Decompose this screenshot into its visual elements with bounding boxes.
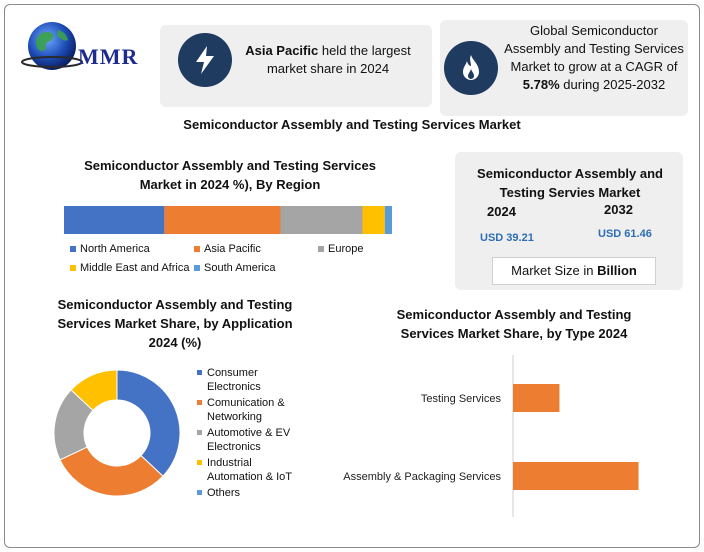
region-chart-title: Semiconductor Assembly and Testing Services Market in 2024 %), By Region (84, 158, 376, 192)
application-legend-item (197, 366, 302, 394)
market-size-unit-pre: Market Size in (511, 263, 598, 278)
stat-region-text (238, 42, 418, 78)
legend-swatch (194, 265, 200, 271)
legend-label: Industrial Automation & IoT (207, 457, 292, 483)
application-legend-item (197, 396, 302, 424)
legend-swatch (197, 490, 202, 495)
region-bar-segment (164, 206, 280, 234)
application-legend-item (197, 486, 302, 500)
type-bar (513, 462, 639, 490)
type-category-label: Testing Services (420, 393, 501, 405)
lightning-icon (178, 33, 232, 87)
legend-swatch (318, 246, 324, 252)
market-size-title: Semiconductor Assembly and Testing Servies Market (477, 166, 663, 200)
legend-label: Europe (328, 243, 364, 255)
type-chart-title: Semiconductor Assembly and Testing Services Market Share, by Type 2024 (396, 307, 632, 341)
stat-cagr-pre: Global Semiconductor Assembly and Testing Services Market to grow at a CAGR of (504, 23, 684, 74)
main-title: Semiconductor Assembly and Testing Services Market (183, 117, 521, 132)
application-legend (197, 366, 307, 506)
type-bar-chart (340, 355, 680, 525)
market-size-year-2024: 2024 (487, 204, 516, 219)
region-legend-item (70, 262, 189, 274)
stat-cagr-bold: 5.78% (522, 77, 560, 92)
region-legend-item (318, 243, 363, 255)
region-bar-segment (362, 206, 384, 234)
legend-swatch (197, 460, 202, 465)
application-legend-item (197, 456, 302, 484)
region-legend-item (70, 243, 150, 255)
legend-label: Others (207, 487, 241, 499)
type-bar (513, 384, 559, 412)
legend-swatch (197, 370, 202, 375)
legend-label: South America (204, 262, 276, 274)
flame-icon (444, 41, 498, 95)
market-size-value-2032: USD 61.46 (598, 228, 652, 240)
region-legend-item (194, 243, 261, 255)
legend-label: Asia Pacific (204, 243, 261, 255)
application-legend-item (197, 426, 302, 454)
legend-label: Automotive & EV Electronics (207, 427, 291, 453)
market-size-unit-box (492, 257, 656, 285)
type-category-label: Assembly & Packaging Services (343, 471, 501, 483)
legend-swatch (197, 430, 202, 435)
market-size-value-2024: USD 39.21 (480, 232, 534, 244)
application-chart-title: Semiconductor Assembly and Testing Services Market Share, by Application 2024 (%) (57, 297, 293, 350)
legend-label: Middle East and Africa (80, 262, 190, 274)
legend-swatch (197, 400, 202, 405)
legend-label: Comunication & Networking (207, 397, 285, 423)
legend-label: Consumer Electronics (207, 367, 261, 393)
logo-text: MMR (78, 44, 139, 69)
stat-cagr-text (504, 22, 684, 94)
region-legend-item (194, 262, 276, 274)
region-bar-segment (385, 206, 392, 234)
market-size-unit-bold: Billion (597, 263, 637, 278)
region-bar-segment (280, 206, 362, 234)
application-donut-chart (52, 368, 182, 498)
market-size-year-2032: 2032 (604, 202, 633, 217)
stat-cagr-post: during 2025-2032 (559, 77, 666, 92)
legend-swatch (194, 246, 200, 252)
legend-swatch (70, 246, 76, 252)
legend-label: North America (80, 243, 150, 255)
stat-region-rest: held the largest market share in 2024 (266, 43, 411, 76)
region-stacked-bar (64, 206, 392, 234)
legend-swatch (70, 265, 76, 271)
donut-slice (117, 370, 180, 476)
stat-region-bold: Asia Pacific (245, 43, 319, 58)
region-bar-segment (64, 206, 164, 234)
